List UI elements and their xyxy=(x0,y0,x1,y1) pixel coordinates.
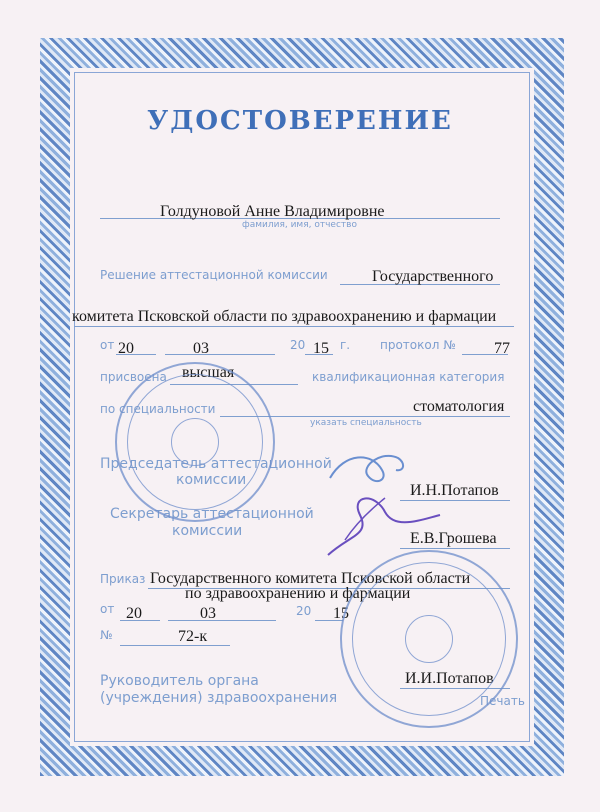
head-label-2: (учреждения) здравоохранения xyxy=(100,690,338,706)
chairman-label-2: комиссии xyxy=(176,472,247,488)
year-mark: г. xyxy=(340,338,351,352)
person-name-hint: фамилия, имя, отчество xyxy=(242,220,357,230)
head-label-1: Руководитель органа xyxy=(100,673,259,689)
chairman-label-1: Председатель аттестационной xyxy=(100,456,332,472)
person-name: Голдуновой Анне Владимировне xyxy=(160,203,385,220)
date-month: 03 xyxy=(193,340,209,357)
order-from-label: от xyxy=(100,602,115,616)
secretary-name: Е.В.Грошева xyxy=(410,530,497,547)
date-day: 20 xyxy=(118,340,134,357)
specialty-hint: указать специальность xyxy=(310,418,422,428)
order-number: 72-к xyxy=(178,628,208,645)
category-label: квалификационная категория xyxy=(312,370,505,384)
order-text-1: Государственного комитета Псковской области xyxy=(150,570,471,587)
secretary-label-2: комиссии xyxy=(172,523,243,539)
order-year-prefix: 20 xyxy=(296,604,312,618)
chairman-signature xyxy=(330,456,403,481)
order-day: 20 xyxy=(126,605,142,622)
certificate-title: УДОСТОВЕРЕНИЕ xyxy=(147,106,453,136)
secretary-signature xyxy=(328,498,440,555)
order-text-2: по здравоохранению и фармации xyxy=(185,585,411,602)
specialty-label: по специальности xyxy=(100,402,216,416)
secretary-label-1: Секретарь аттестационной xyxy=(110,506,314,522)
decision-label: Решение аттестационной комиссии xyxy=(100,268,328,282)
assigned-label: присвоена xyxy=(100,370,167,384)
protocol-label: протокол № xyxy=(380,338,456,352)
order-year-suffix: 15 xyxy=(333,605,349,622)
order-month: 03 xyxy=(200,605,216,622)
category-value: высшая xyxy=(182,364,235,381)
order-label: Приказ xyxy=(100,572,146,586)
decision-text-2: комитета Псковской области по здравоохранению и фармации xyxy=(72,308,497,325)
decision-text-1: Государственного xyxy=(372,268,494,285)
order-number-label: № xyxy=(100,628,113,642)
from-label: от xyxy=(100,338,115,352)
year-prefix: 20 xyxy=(290,338,306,352)
protocol-number: 77 xyxy=(494,340,510,357)
specialty-value: стоматология xyxy=(413,398,505,415)
chairman-name: И.Н.Потапов xyxy=(410,482,499,499)
year-suffix: 15 xyxy=(313,340,329,357)
seal-label: Печать xyxy=(480,694,525,708)
head-name: И.И.Потапов xyxy=(405,670,494,687)
